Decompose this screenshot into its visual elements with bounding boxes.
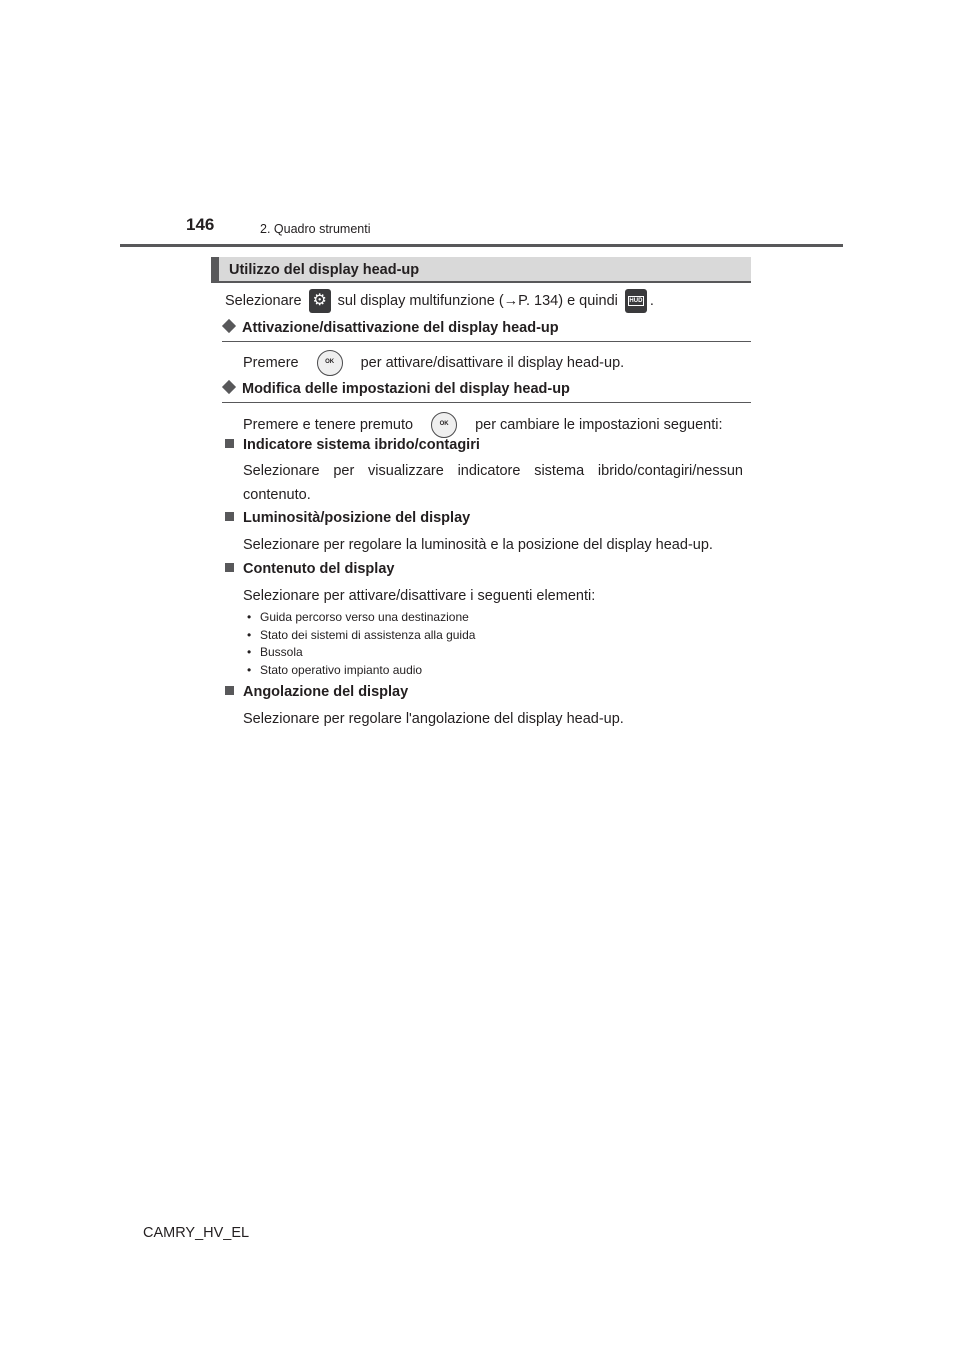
toggle-heading: Attivazione/disattivazione del display head-up	[222, 320, 559, 336]
gear-icon: ⚙	[309, 289, 331, 313]
list-item: • Guida percorso verso una destinazione	[247, 609, 475, 627]
ok-button-icon: OK	[317, 350, 343, 376]
intro-text-end: .	[649, 292, 654, 309]
item-description: Selezionare per regolare la luminosità e la posizione del display head-up.	[243, 537, 713, 553]
item-heading: Indicatore sistema ibrido/contagiri	[225, 437, 480, 453]
chapter-title: 2. Quadro strumenti	[260, 222, 371, 236]
settings-instruction: Premere e tenere premuto OK per cambiare le impostazioni seguenti:	[243, 412, 723, 438]
settings-heading: Modifica delle impostazioni del display head-up	[222, 381, 570, 397]
intro-text-before: Selezionare	[225, 292, 302, 309]
item-description: Selezionare per attivare/disattivare i seguenti elementi:	[243, 588, 596, 604]
diamond-bullet-icon	[222, 380, 236, 394]
toggle-instruction: Premere OK per attivare/disattivare il display head-up.	[243, 350, 624, 376]
section-header-bar	[211, 257, 751, 283]
ok-button-icon: OK	[431, 412, 457, 438]
list-item: • Stato operativo impianto audio	[247, 662, 475, 680]
hud-icon: HUD	[625, 289, 647, 313]
diamond-bullet-icon	[222, 319, 236, 333]
toggle-heading-rule	[222, 341, 751, 342]
square-bullet-icon	[225, 686, 234, 695]
item-description: Selezionare per regolare l'angolazione del display head-up.	[243, 711, 624, 727]
square-bullet-icon	[225, 563, 234, 572]
section-title: Utilizzo del display head-up	[229, 262, 420, 278]
list-item: • Stato dei sistemi di assistenza alla guida	[247, 627, 475, 645]
intro-text-middle: sul display multifunzione (	[337, 292, 504, 309]
page-number: 146	[186, 215, 215, 234]
intro-paragraph	[225, 289, 654, 313]
content-elements-list	[247, 609, 475, 679]
item-heading: Angolazione del display	[225, 684, 408, 700]
item-description: Selezionare per visualizzare indicatore sistema ibrido/contagiri/nessun contenuto.	[243, 463, 743, 503]
square-bullet-icon	[225, 512, 234, 521]
settings-heading-rule	[222, 402, 751, 403]
list-item: • Bussola	[247, 644, 475, 662]
model-code: CAMRY_HV_EL	[143, 1225, 250, 1241]
reference-arrow: →	[503, 292, 519, 309]
header-rule	[120, 244, 843, 247]
square-bullet-icon	[225, 439, 234, 448]
item-heading: Luminosità/posizione del display	[225, 510, 470, 526]
page-reference: P. 134) e quindi	[518, 292, 618, 309]
item-heading: Contenuto del display	[225, 561, 394, 577]
